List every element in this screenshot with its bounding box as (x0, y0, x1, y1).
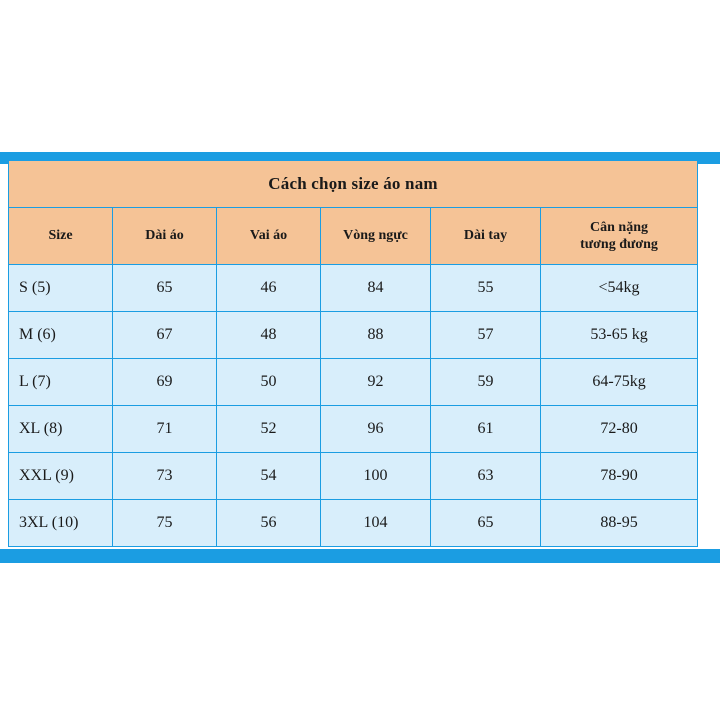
table-row (9, 500, 698, 547)
cell-length: 71 (113, 406, 217, 453)
cell-length: 75 (113, 500, 217, 547)
cell-weight: 78-90 (541, 453, 698, 500)
cell-sleeve: 65 (431, 500, 541, 547)
cell-size: 3XL (10) (9, 500, 113, 547)
table-row (9, 359, 698, 406)
cell-size: M (6) (9, 312, 113, 359)
header-chest: Vòng ngực (321, 208, 431, 265)
bottom-blue-band (0, 549, 720, 563)
cell-length: 65 (113, 265, 217, 312)
cell-shoulder: 50 (217, 359, 321, 406)
table-row (9, 265, 698, 312)
cell-sleeve: 63 (431, 453, 541, 500)
header-weight-line2: tương đương (580, 237, 658, 252)
table-title-row (9, 161, 698, 208)
cell-weight: <54kg (541, 265, 698, 312)
table-row (9, 406, 698, 453)
cell-chest: 104 (321, 500, 431, 547)
cell-weight: 53-65 kg (541, 312, 698, 359)
cell-shoulder: 52 (217, 406, 321, 453)
cell-length: 69 (113, 359, 217, 406)
cell-chest: 84 (321, 265, 431, 312)
header-weight (541, 208, 698, 265)
cell-weight: 88-95 (541, 500, 698, 547)
cell-sleeve: 57 (431, 312, 541, 359)
table-row (9, 312, 698, 359)
cell-shoulder: 56 (217, 500, 321, 547)
cell-length: 73 (113, 453, 217, 500)
cell-shoulder: 48 (217, 312, 321, 359)
cell-chest: 88 (321, 312, 431, 359)
cell-weight: 72-80 (541, 406, 698, 453)
table-row (9, 453, 698, 500)
cell-sleeve: 61 (431, 406, 541, 453)
size-table (8, 160, 698, 547)
size-table-container (8, 160, 697, 547)
cell-shoulder: 46 (217, 265, 321, 312)
page-title: Cách chọn size áo nam (9, 161, 698, 208)
header-shirt-length: Dài áo (113, 208, 217, 265)
cell-size: XL (8) (9, 406, 113, 453)
header-size: Size (9, 208, 113, 265)
cell-length: 67 (113, 312, 217, 359)
header-shoulder: Vai áo (217, 208, 321, 265)
cell-size: S (5) (9, 265, 113, 312)
cell-chest: 96 (321, 406, 431, 453)
cell-weight: 64-75kg (541, 359, 698, 406)
header-weight-line1: Cân nặng (590, 219, 648, 235)
cell-chest: 100 (321, 453, 431, 500)
cell-sleeve: 59 (431, 359, 541, 406)
cell-shoulder: 54 (217, 453, 321, 500)
table-header-row (9, 208, 698, 265)
cell-sleeve: 55 (431, 265, 541, 312)
cell-chest: 92 (321, 359, 431, 406)
header-sleeve-length: Dài tay (431, 208, 541, 265)
cell-size: L (7) (9, 359, 113, 406)
cell-size: XXL (9) (9, 453, 113, 500)
